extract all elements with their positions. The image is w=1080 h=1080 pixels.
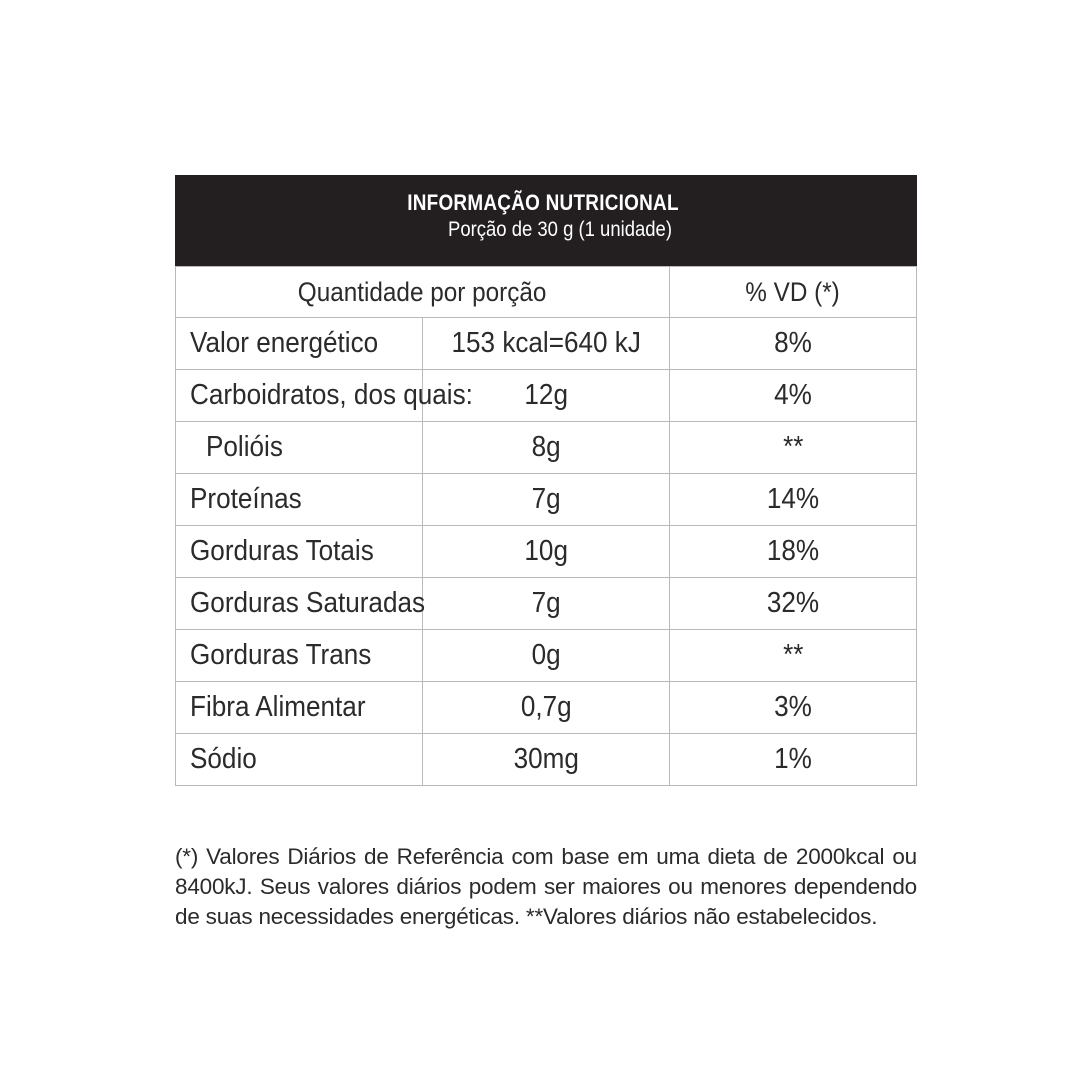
- table-row: [176, 682, 917, 734]
- nutrient-name: Polióis: [176, 422, 423, 474]
- table-row: [176, 318, 917, 370]
- nutrient-vd: 14%: [670, 474, 917, 526]
- nutrient-amount: 0g: [423, 630, 670, 682]
- panel-title: INFORMAÇÃO NUTRICIONAL: [407, 190, 679, 215]
- nutrient-amount: 8g: [423, 422, 670, 474]
- nutrition-facts-panel: [175, 175, 917, 786]
- nutrient-amount: 12g: [423, 370, 670, 422]
- nutrient-vd: **: [670, 422, 917, 474]
- nutrient-name: Proteínas: [176, 474, 423, 526]
- nutrient-vd: 18%: [670, 526, 917, 578]
- nutrient-amount: 0,7g: [423, 682, 670, 734]
- nutrition-table: [175, 266, 917, 786]
- nutrient-vd: **: [670, 630, 917, 682]
- nutrient-amount: 10g: [423, 526, 670, 578]
- table-row: [176, 370, 917, 422]
- nutrient-name: Gorduras Saturadas: [176, 578, 423, 630]
- nutrient-vd: 4%: [670, 370, 917, 422]
- serving-size: Porção de 30 g (1 unidade): [448, 218, 672, 241]
- nutrient-vd: 3%: [670, 682, 917, 734]
- nutrient-vd: 1%: [670, 734, 917, 786]
- panel-header: [175, 175, 917, 266]
- nutrient-name: Valor energético: [176, 318, 423, 370]
- nutrient-vd: 8%: [670, 318, 917, 370]
- nutrient-name: Fibra Alimentar: [176, 682, 423, 734]
- nutrient-name: Gorduras Trans: [176, 630, 423, 682]
- nutrient-vd: 32%: [670, 578, 917, 630]
- table-row: [176, 630, 917, 682]
- nutrient-amount: 7g: [423, 578, 670, 630]
- table-header-row: [176, 267, 917, 318]
- table-row: [176, 526, 917, 578]
- table-row: [176, 422, 917, 474]
- table-row: [176, 734, 917, 786]
- nutrient-name: Sódio: [176, 734, 423, 786]
- nutrient-amount: 30mg: [423, 734, 670, 786]
- nutrient-amount: 153 kcal=640 kJ: [423, 318, 670, 370]
- nutrient-amount: 7g: [423, 474, 670, 526]
- table-row: [176, 474, 917, 526]
- nutrient-name: Carboidratos, dos quais:: [176, 370, 423, 422]
- footnote: (*) Valores Diários de Referência com base em uma dieta de 2000kcal ou 8400kJ. Seus valores diários podem ser maiores ou menores dependendo de suas necessidades energéticas. **Valores diários não estabelecidos.: [175, 844, 917, 929]
- quantity-column-header: Quantidade por porção: [176, 267, 670, 318]
- table-row: [176, 578, 917, 630]
- nutrient-name: Gorduras Totais: [176, 526, 423, 578]
- vd-column-header: % VD (*): [670, 267, 917, 318]
